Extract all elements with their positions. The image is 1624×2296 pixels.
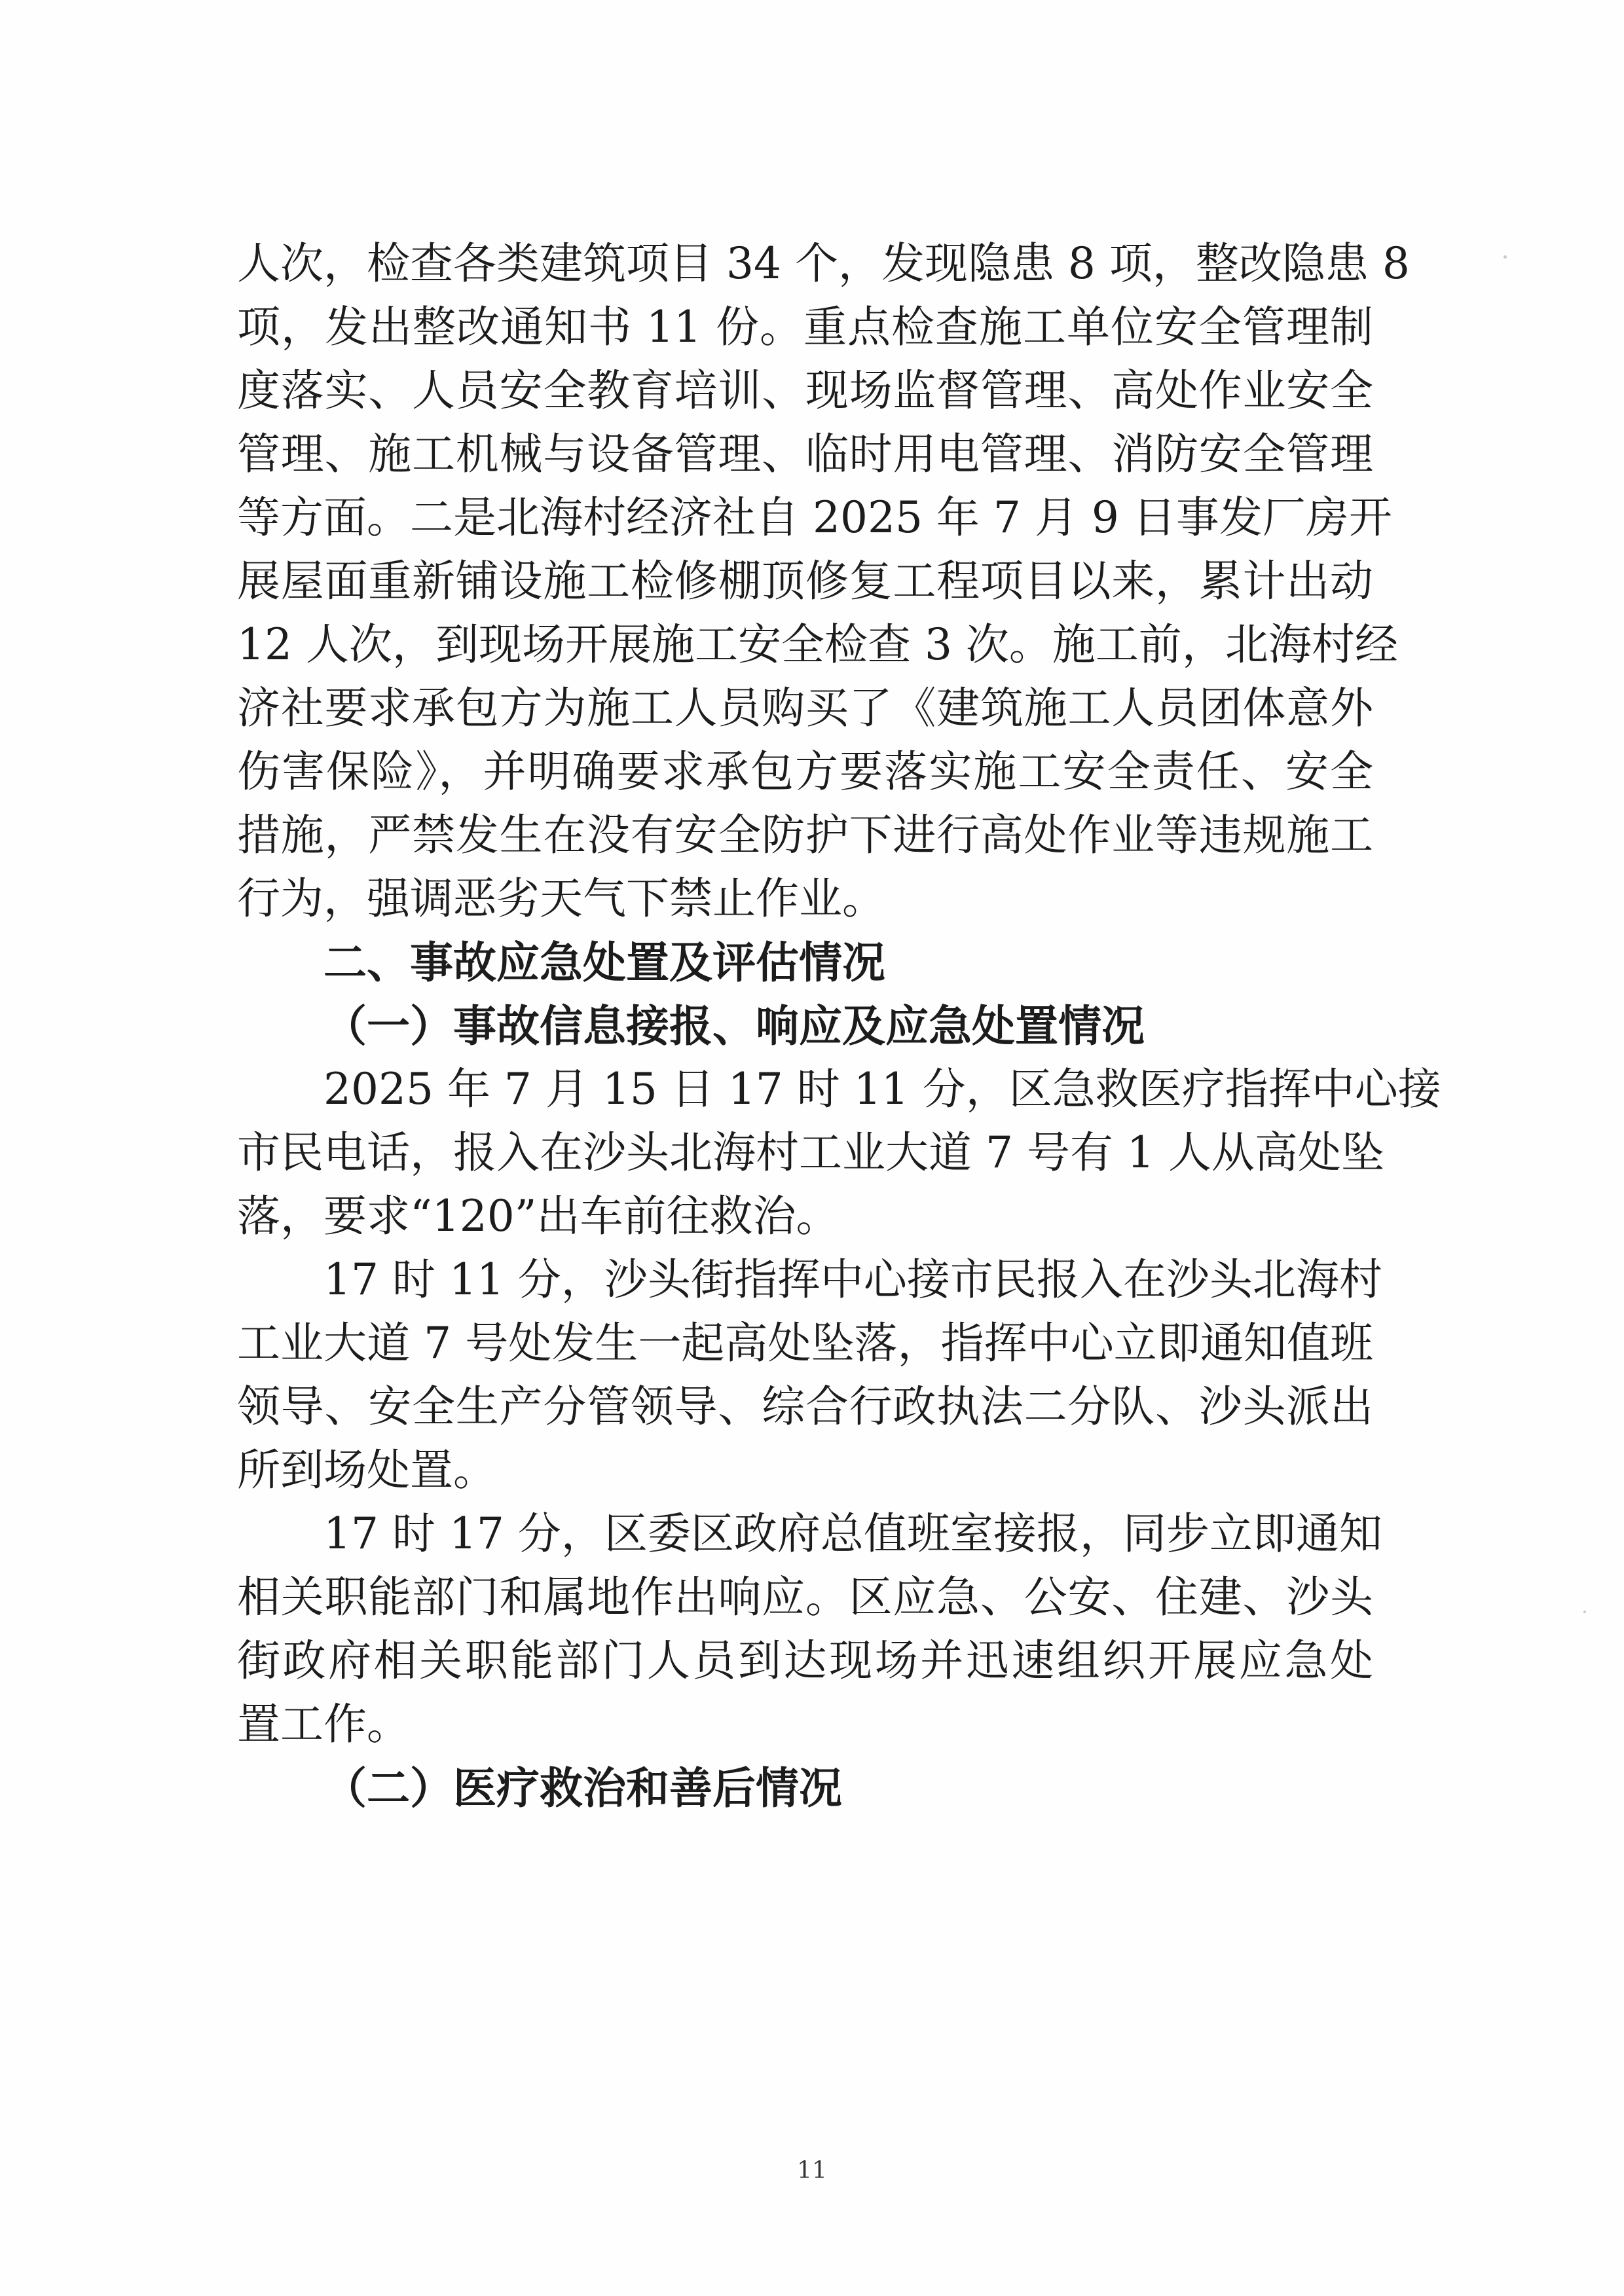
body-text-line: 管理、施工机械与设备管理、临时用电管理、消防安全管理 (237, 429, 1373, 479)
page-number: 11 (797, 2157, 827, 2184)
section-heading: 二、事故应急处置及评估情况 (323, 937, 885, 988)
body-text-line: 度落实、人员安全教育培训、现场监督管理、高处作业安全 (237, 365, 1373, 416)
body-text-line: 项，发出整改通知书 11 份。重点检查施工单位安全管理制 (237, 302, 1373, 352)
body-text-line: 领导、安全生产分管领导、综合行政执法二分队、沙头派出 (237, 1381, 1373, 1432)
scan-speck (1583, 1611, 1586, 1613)
body-text-line: 17 时 17 分，区委区政府总值班室接报，同步立即通知 (323, 1508, 1382, 1559)
body-text-line: 人次，检查各类建筑项目 34 个，发现隐患 8 项，整改隐患 8 (237, 238, 1410, 289)
body-text-line: 等方面。二是北海村经济社自 2025 年 7 月 9 日事发厂房开 (237, 492, 1392, 543)
body-text-line: 落，要求“120”出车前往救治。 (237, 1191, 840, 1241)
body-text-line: 置工作。 (237, 1699, 410, 1749)
body-text-line: 市民电话，报入在沙头北海村工业大道 7 号有 1 人从高处坠 (237, 1127, 1384, 1178)
body-text-line: 济社要求承包方为施工人员购买了《建筑施工人员团体意外 (237, 683, 1373, 733)
subsection-heading: （二）医疗救治和善后情况 (323, 1762, 842, 1813)
body-text-line: 12 人次，到现场开展施工安全检查 3 次。施工前，北海村经 (237, 619, 1398, 670)
body-text-line: 街政府相关职能部门人员到达现场并迅速组织开展应急处 (237, 1635, 1373, 1686)
body-text-line: 伤害保险》，并明确要求承包方要落实施工安全责任、安全 (237, 746, 1373, 797)
scan-speck (1504, 255, 1507, 259)
body-text-line: 展屋面重新铺设施工检修棚顶修复工程项目以来，累计出动 (237, 556, 1373, 606)
body-text-line: 所到场处置。 (237, 1445, 496, 1495)
body-text-line: 措施，严禁发生在没有安全防护下进行高处作业等违规施工 (237, 810, 1373, 860)
body-text-line: 2025 年 7 月 15 日 17 时 11 分，区急救医疗指挥中心接 (323, 1064, 1441, 1114)
body-text-line: 17 时 11 分，沙头街指挥中心接市民报入在沙头北海村 (323, 1254, 1382, 1305)
body-text-line: 工业大道 7 号处发生一起高处坠落，指挥中心立即通知值班 (237, 1318, 1373, 1368)
body-text-line: 相关职能部门和属地作出响应。区应急、公安、住建、沙头 (237, 1572, 1373, 1622)
body-text-line: 行为，强调恶劣天气下禁止作业。 (237, 873, 885, 924)
subsection-heading: （一）事故信息接报、响应及应急处置情况 (323, 1000, 1145, 1051)
